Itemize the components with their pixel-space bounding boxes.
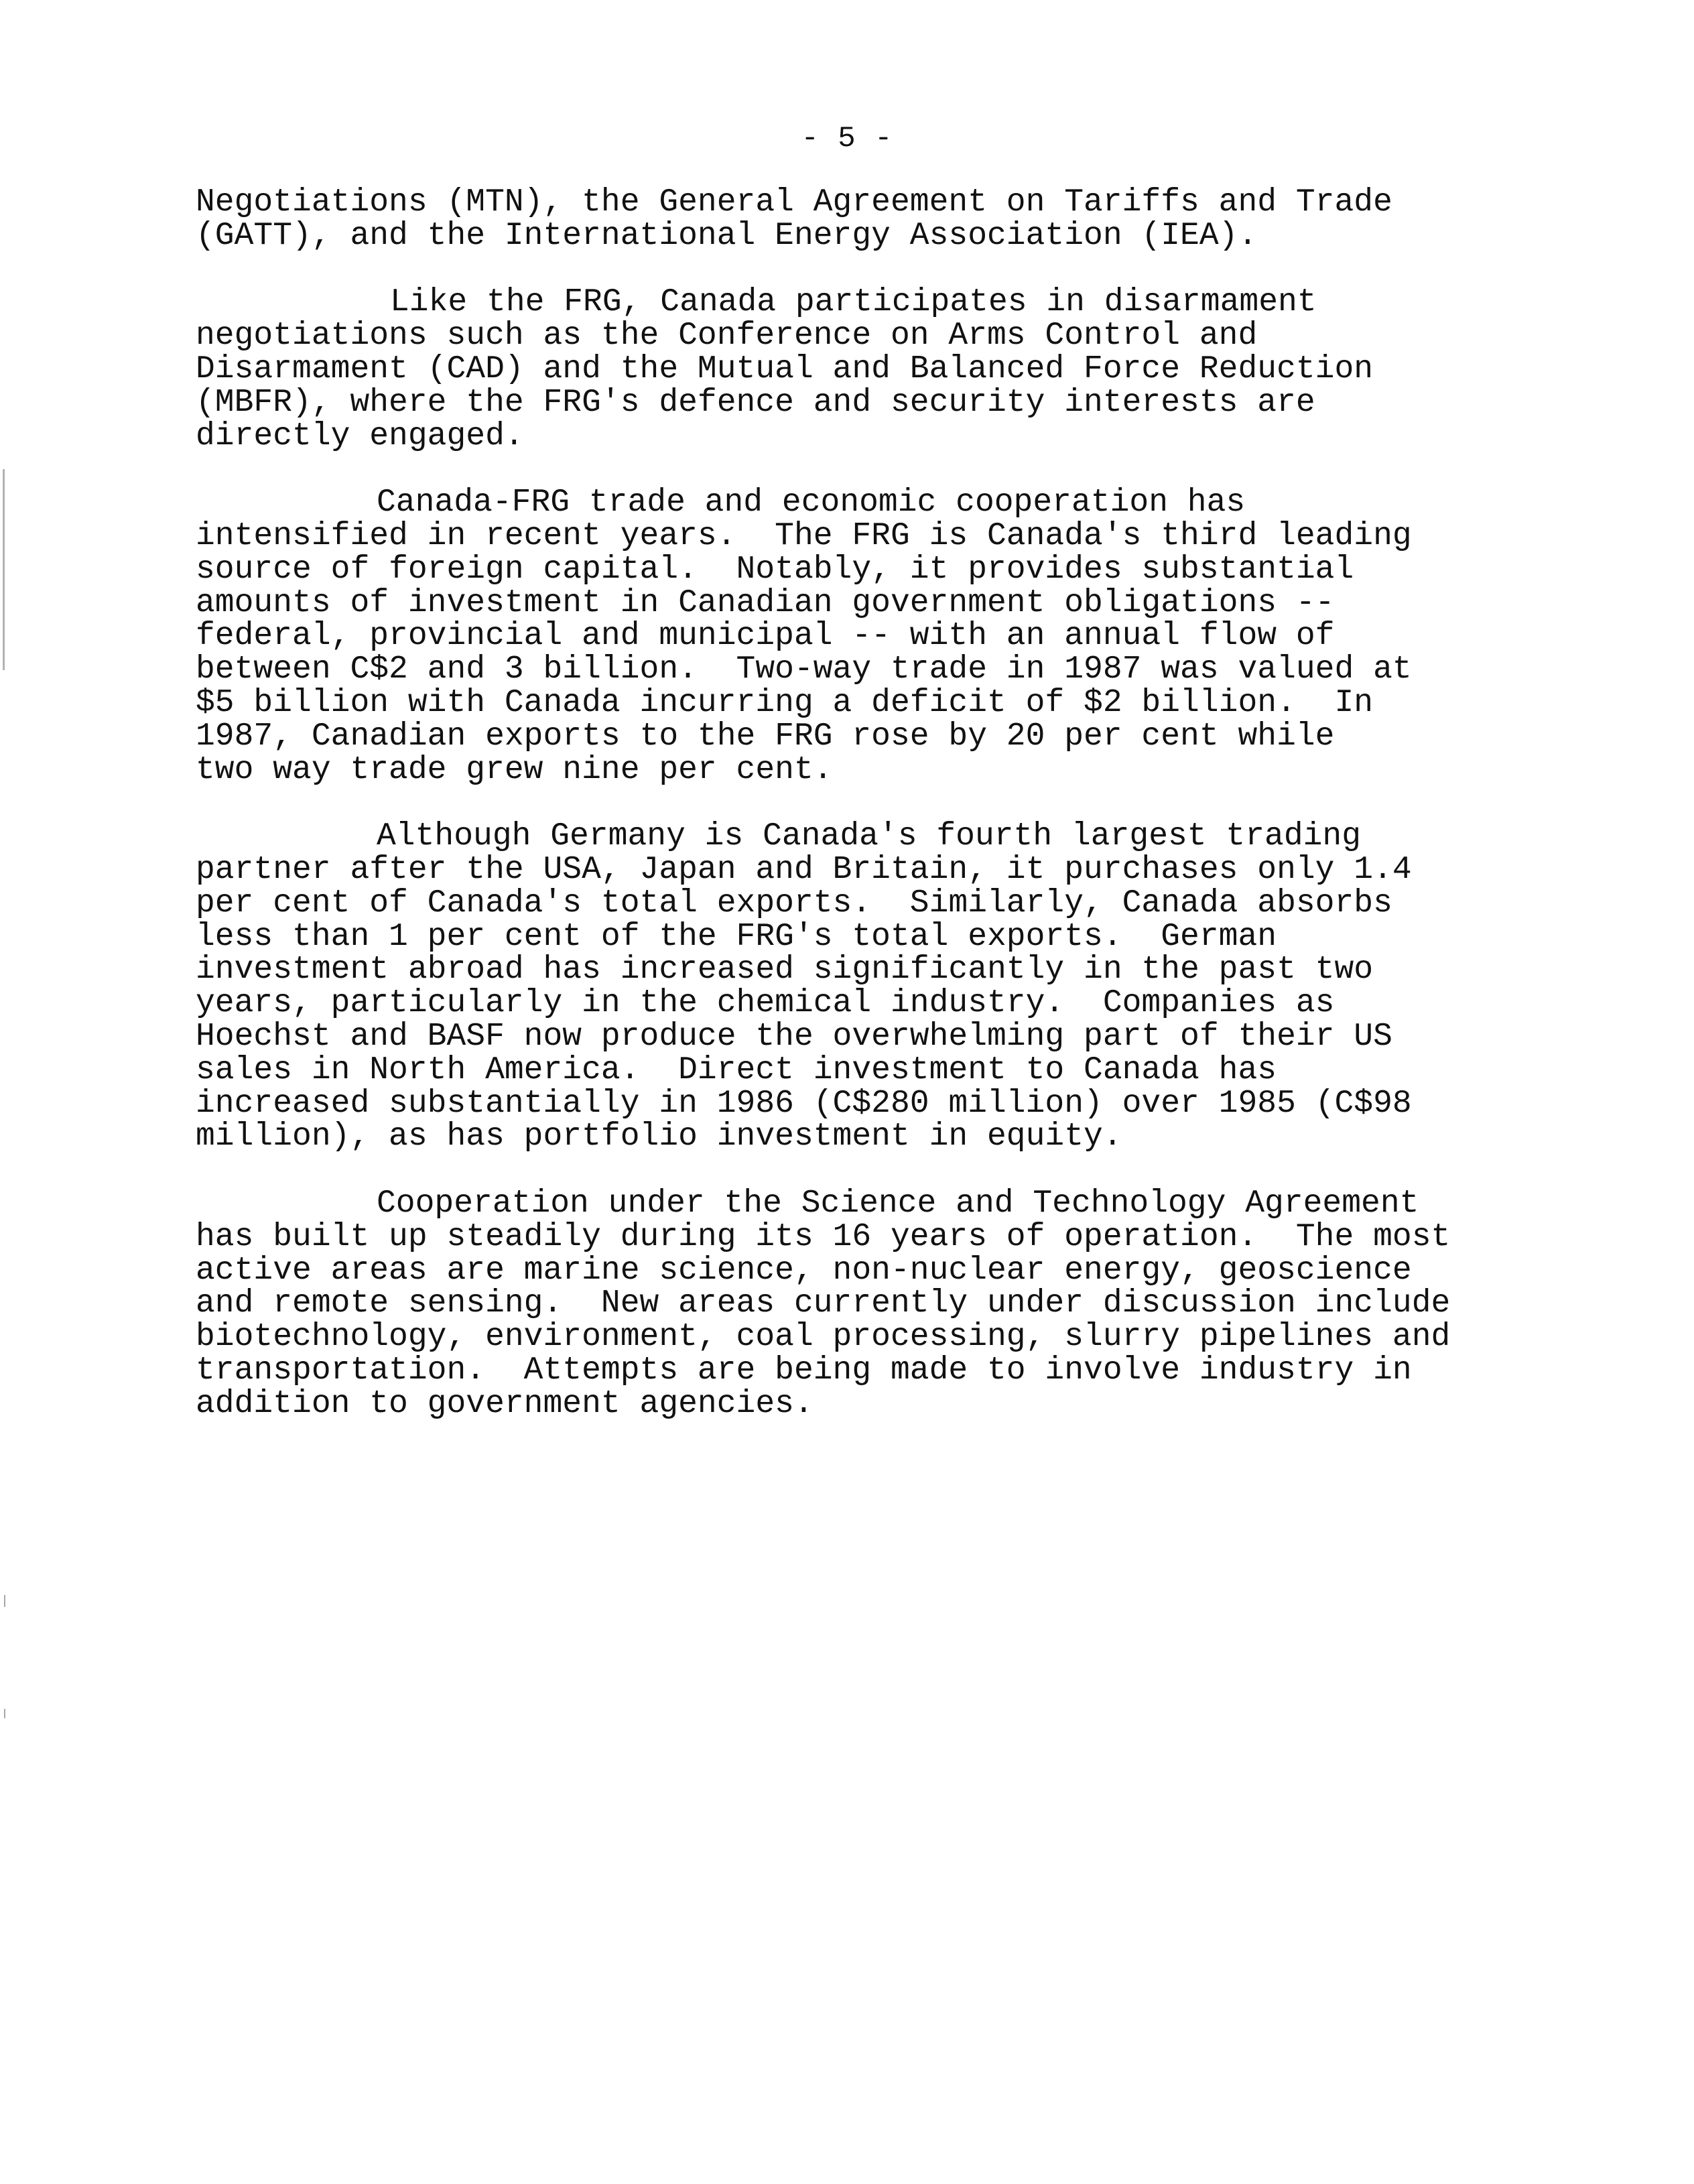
text-line: 1987, Canadian exports to the FRG rose by 20 per cent while — [196, 718, 1335, 755]
text-line: years, particularly in the chemical industry. Companies as — [196, 985, 1335, 1022]
text-line: negotiations such as the Conference on Arms Control and — [196, 318, 1258, 355]
text-line: active areas are marine science, non-nuclear energy, geoscience — [196, 1252, 1412, 1289]
text-line: less than 1 per cent of the FRG's total exports. German — [196, 918, 1277, 955]
page-number: - 5 - — [801, 122, 893, 155]
text-line: Cooperation under the Science and Technology Agreement — [377, 1185, 1419, 1222]
text-line: amounts of investment in Canadian government obligations -- — [196, 584, 1335, 621]
text-line: Canada-FRG trade and economic cooperation has — [377, 485, 1246, 521]
paragraph-3 — [196, 487, 1636, 787]
text-line: partner after the USA, Japan and Britain, it purchases only 1.4 — [196, 851, 1412, 888]
text-line: Hoechst and BASF now produce the overwhelming part of their US — [196, 1018, 1392, 1055]
text-line: biotechnology, environment, coal processing, slurry pipelines and — [196, 1319, 1451, 1356]
text-line: (MBFR), where the FRG's defence and security interests are — [196, 384, 1315, 421]
text-line: million), as has portfolio investment in equity. — [196, 1118, 1122, 1155]
text-line: transportation. Attempts are being made to involve industry in — [196, 1352, 1412, 1389]
text-line: intensified in recent years. The FRG is Canada's third leading — [196, 517, 1412, 554]
paragraph-4 — [196, 820, 1636, 1154]
text-line: Like the FRG, Canada participates in disarmament — [390, 284, 1317, 321]
text-line: addition to government agencies. — [196, 1385, 813, 1422]
text-line: and remote sensing. New areas currently under discussion include — [196, 1285, 1451, 1322]
text-line: increased substantially in 1986 (C$280 million) over 1985 (C$98 — [196, 1085, 1412, 1122]
text-line: federal, provincial and municipal -- with an annual flow of — [196, 618, 1335, 655]
text-line: Although Germany is Canada's fourth largest trading — [377, 818, 1362, 855]
text-line: source of foreign capital. Notably, it provides substantial — [196, 551, 1354, 588]
text-line: investment abroad has increased significantly in the past two — [196, 952, 1374, 988]
text-line: directly engaged. — [196, 417, 524, 454]
text-line: two way trade grew nine per cent. — [196, 751, 833, 788]
text-line: has built up steadily during its 16 years of operation. The most — [196, 1218, 1451, 1255]
text-line: $5 billion with Canada incurring a deficit of $2 billion. In — [196, 684, 1374, 721]
text-line: sales in North America. Direct investment to Canada has — [196, 1051, 1277, 1088]
paragraph-1 — [196, 186, 1636, 253]
text-line: Disarmament (CAD) and the Mutual and Balanced Force Reduction — [196, 350, 1374, 387]
paragraph-2 — [196, 286, 1636, 453]
scan-artifact — [4, 1595, 5, 1607]
text-line: (GATT), and the International Energy Association (IEA). — [196, 217, 1258, 254]
document-body — [196, 186, 1636, 1454]
scan-artifact — [3, 469, 5, 670]
text-line: Negotiations (MTN), the General Agreement on Tariffs and Trade — [196, 184, 1392, 220]
scan-artifact — [4, 1709, 5, 1718]
text-line: per cent of Canada's total exports. Similarly, Canada absorbs — [196, 885, 1392, 921]
text-line: between C$2 and 3 billion. Two-way trade in 1987 was valued at — [196, 651, 1412, 688]
paragraph-5 — [196, 1187, 1636, 1421]
